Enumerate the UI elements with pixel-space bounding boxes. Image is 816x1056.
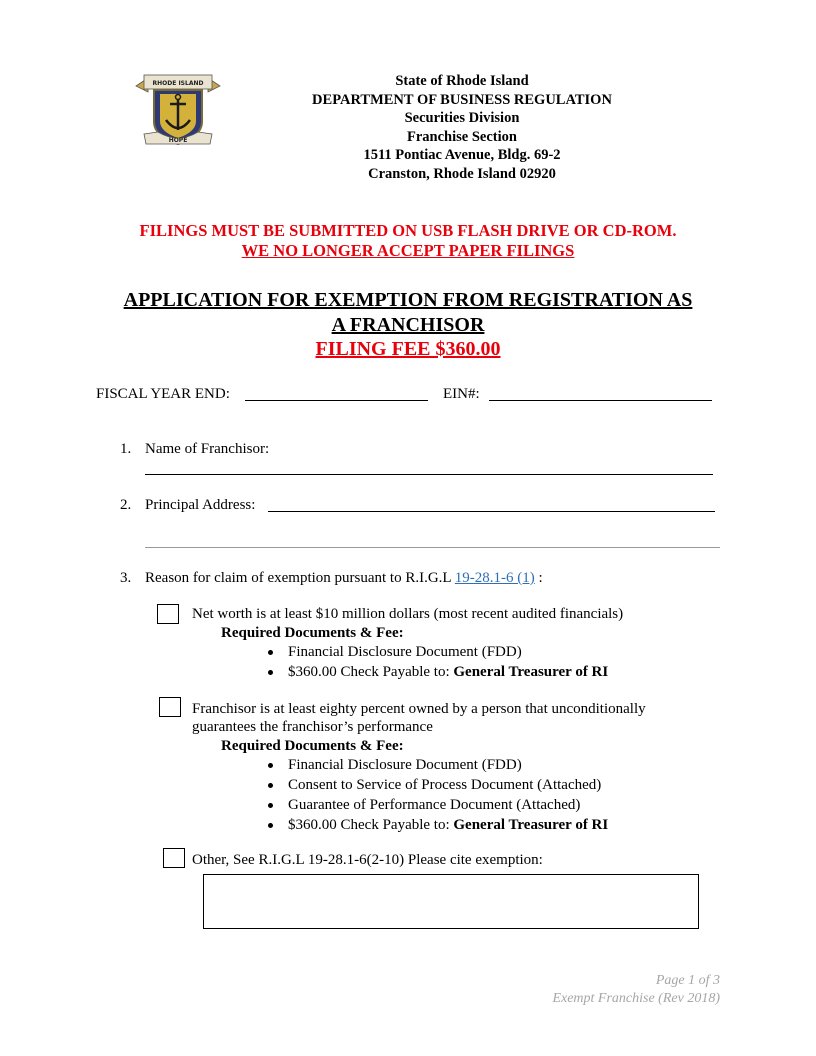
page-number: Page 1 of 3 <box>655 973 720 988</box>
ownership-checkbox[interactable] <box>159 697 181 717</box>
option-2-doc-4 <box>288 816 608 835</box>
option-2-doc-3: Guarantee of Performance Document (Attached) <box>288 797 581 813</box>
net-worth-checkbox[interactable] <box>157 604 179 624</box>
bullet-icon <box>268 803 273 808</box>
bullet-icon <box>268 783 273 788</box>
item-3-text <box>145 569 543 588</box>
item-3-label: Reason for claim of exemption pursuant to R.I.G.L <box>145 570 452 586</box>
filing-fee <box>0 337 816 362</box>
option-2-required-heading: Required Documents & Fee: <box>221 738 404 754</box>
title-line-1-text: APPLICATION FOR EXEMPTION FROM REGISTRATION AS <box>123 289 693 311</box>
option-1-doc-2 <box>288 663 608 682</box>
title-line-2 <box>0 313 816 338</box>
item-2-label: Principal Address: <box>145 497 256 513</box>
option-1-required-heading: Required Documents & Fee: <box>221 625 404 641</box>
item-3-suffix: : <box>534 570 543 586</box>
header-department: DEPARTMENT OF BUSINESS REGULATION <box>312 91 612 108</box>
other-exemption-checkbox[interactable] <box>163 848 185 868</box>
item-3-number: 3. <box>120 570 132 586</box>
option-2-text-line-2: guarantees the franchisor’s performance <box>192 719 433 735</box>
item-1-label: Name of Franchisor: <box>145 441 270 457</box>
fiscal-year-label: FISCAL YEAR END: <box>96 386 230 402</box>
filing-fee-text: FILING FEE $360.00 <box>315 338 501 360</box>
header-address-city: Cranston, Rhode Island 02920 <box>368 165 556 182</box>
item-2-number: 2. <box>120 497 132 513</box>
bullet-icon <box>268 650 273 655</box>
header-address-street: 1511 Pontiac Avenue, Bldg. 69-2 <box>363 147 561 163</box>
bullet-icon <box>268 823 273 828</box>
title-line-1 <box>0 288 816 313</box>
bullet-icon <box>268 670 273 675</box>
option-2-text-line-1: Franchisor is at least eighty percent owned by a person that unconditionally <box>192 701 646 717</box>
seal-top-text: RHODE ISLAND <box>152 80 204 87</box>
notice-line-2 <box>0 241 816 261</box>
header-division: Securities Division <box>404 110 520 126</box>
option-2-payee: General Treasurer of RI <box>453 817 609 833</box>
franchisor-name-field[interactable] <box>145 474 713 475</box>
exemption-citation-box[interactable] <box>203 874 699 929</box>
fiscal-year-field[interactable] <box>245 400 428 401</box>
header-section: Franchise Section <box>407 128 517 145</box>
option-3-text: Other, See R.I.G.L 19-28.1-6(2-10) Please cite exemption: <box>192 852 543 868</box>
option-1-payee: General Treasurer of RI <box>453 664 609 680</box>
option-2-doc-2: Consent to Service of Process Document (Attached) <box>288 777 602 793</box>
option-1-text: Net worth is at least $10 million dollars (most recent audited financials) <box>192 606 624 622</box>
notice-line-1: FILINGS MUST BE SUBMITTED ON USB FLASH DRIVE OR CD-ROM. <box>139 221 677 240</box>
header-state: State of Rhode Island <box>395 73 529 89</box>
seal-bottom-text: HOPE <box>168 137 188 144</box>
option-1-doc-2-prefix: $360.00 Check Payable to: <box>288 664 454 680</box>
option-1-doc-1: Financial Disclosure Document (FDD) <box>288 644 522 660</box>
principal-address-field-2[interactable] <box>145 547 720 548</box>
bullet-icon <box>268 763 273 768</box>
rigl-link[interactable]: 19-28.1-6 (1) <box>454 570 535 586</box>
ein-field[interactable] <box>489 400 712 401</box>
principal-address-field[interactable] <box>268 511 715 512</box>
form-revision: Exempt Franchise (Rev 2018) <box>552 991 720 1006</box>
notice-line-2-text: WE NO LONGER ACCEPT PAPER FILINGS <box>241 241 575 260</box>
option-2-doc-4-prefix: $360.00 Check Payable to: <box>288 817 454 833</box>
title-line-2-text: A FRANCHISOR <box>331 313 485 336</box>
item-1-number: 1. <box>120 441 132 457</box>
option-2-doc-1: Financial Disclosure Document (FDD) <box>288 757 522 773</box>
ein-label: EIN#: <box>443 386 480 402</box>
